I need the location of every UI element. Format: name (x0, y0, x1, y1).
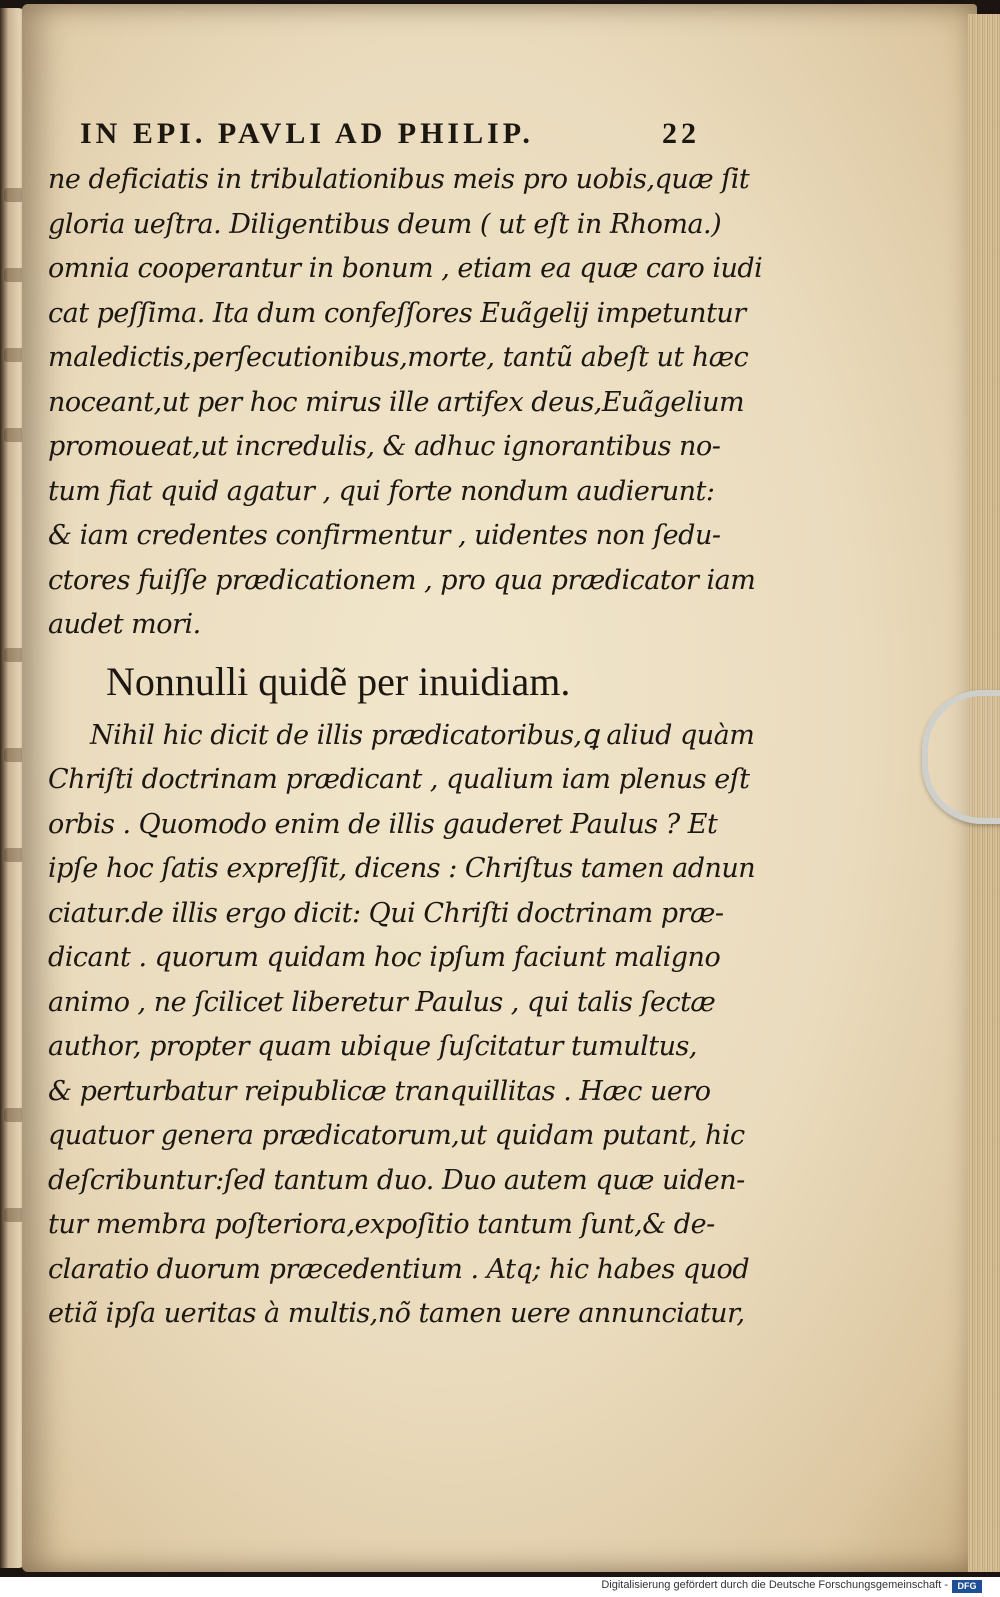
text-line: ciatur.de illis ergo dicit: Qui Chriſti doctrinam præ- (48, 897, 724, 929)
bleed-through-mark (4, 648, 24, 662)
text-line: promoueat,ut incredulis, & adhuc ignorantibus no- (48, 431, 721, 462)
text-line: quatuor genera prædicatorum,ut quidam putant, hic (48, 1120, 745, 1151)
text-line: tum fiat quid agatur , qui forte nondum audierunt: (48, 475, 715, 507)
bleed-through-mark (4, 268, 24, 282)
bleed-through-mark (4, 848, 24, 862)
text-line: ne deficiatis in tribulationibus meis pro uobis,quæ ſit (48, 164, 750, 195)
bleed-through-mark (4, 1208, 24, 1222)
text-line: animo , ne ſcilicet liberetur Paulus , qui talis ſectæ (48, 986, 716, 1018)
text-line: etiã ipſa ueritas à multis,nõ tamen uere annunciatur, (48, 1298, 745, 1329)
paragraph-2 (48, 714, 756, 1337)
text-line: ctores fuiſſe prædicationem , pro qua prædicator iam (48, 564, 756, 596)
text-line: omnia cooperantur in bonum , etiam ea quæ caro iudi (48, 253, 763, 284)
dfg-logo: DFG (952, 1580, 982, 1593)
page-number: 22 (662, 117, 700, 150)
text-line: Chriſti doctrinam prædicant , qualium iam plenus eſt (48, 764, 750, 795)
bleed-through-mark (4, 428, 24, 442)
bleed-through-mark (4, 748, 24, 762)
bleed-through-mark (4, 188, 24, 202)
text-line: & perturbatur reipublicæ tranquillitas . Hæc uero (48, 1075, 711, 1107)
text-line: noceant,ut per hoc mirus ille artifex deus,Euãgelium (48, 386, 745, 418)
running-head (80, 110, 700, 158)
text-line: Nihil hic dicit de illis prædicatoribus,ꝗ aliud quàm (90, 719, 755, 751)
running-head-title: IN EPI. PAVLI AD PHILIP. (80, 117, 534, 150)
footer-bar (0, 1577, 1000, 1597)
text-line: claratio duorum præcedentium . Atq; hic habes quod (48, 1253, 750, 1285)
paragraph-1 (48, 158, 763, 648)
text-line: cat peſſima. Ita dum confeſſores Euãgelij impetuntur (48, 297, 746, 329)
page-text (48, 110, 763, 1337)
text-line: ipſe hoc ſatis expreſſit, dicens : Chriſtus tamen adnun (48, 853, 756, 884)
text-line: orbis . Quomodo enim de illis gauderet Paulus ? Et (48, 808, 718, 840)
text-line: tur membra poſteriora,expoſitio tantum ſunt,& de- (48, 1209, 715, 1240)
text-line: gloria ueſtra. Diligentibus deum ( ut eſt in Rhoma.) (48, 208, 722, 240)
bleed-through-mark (4, 348, 24, 362)
funding-credit: Digitalisierung gefördert durch die Deutsche Forschungsgemeinschaft - (601, 1579, 948, 1591)
text-line: author, propter quam ubique ſuſcitatur tumultus, (48, 1031, 697, 1062)
text-line: dicant . quorum quidam hoc ipſum faciunt maligno (48, 942, 721, 973)
text-line: deſcribuntur:ſed tantum duo. Duo autem quæ uiden- (48, 1164, 745, 1196)
text-line: maledictis,perſecutionibus,morte, tantũ abeſt ut hæc (48, 342, 749, 373)
text-line: audet mori. (48, 609, 201, 640)
lemma-heading: Nonnulli quidẽ per inuidiam. (106, 658, 571, 704)
bleed-through-mark (4, 1108, 24, 1122)
text-line: & iam credentes confirmentur , uidentes non ſedu- (48, 520, 721, 551)
